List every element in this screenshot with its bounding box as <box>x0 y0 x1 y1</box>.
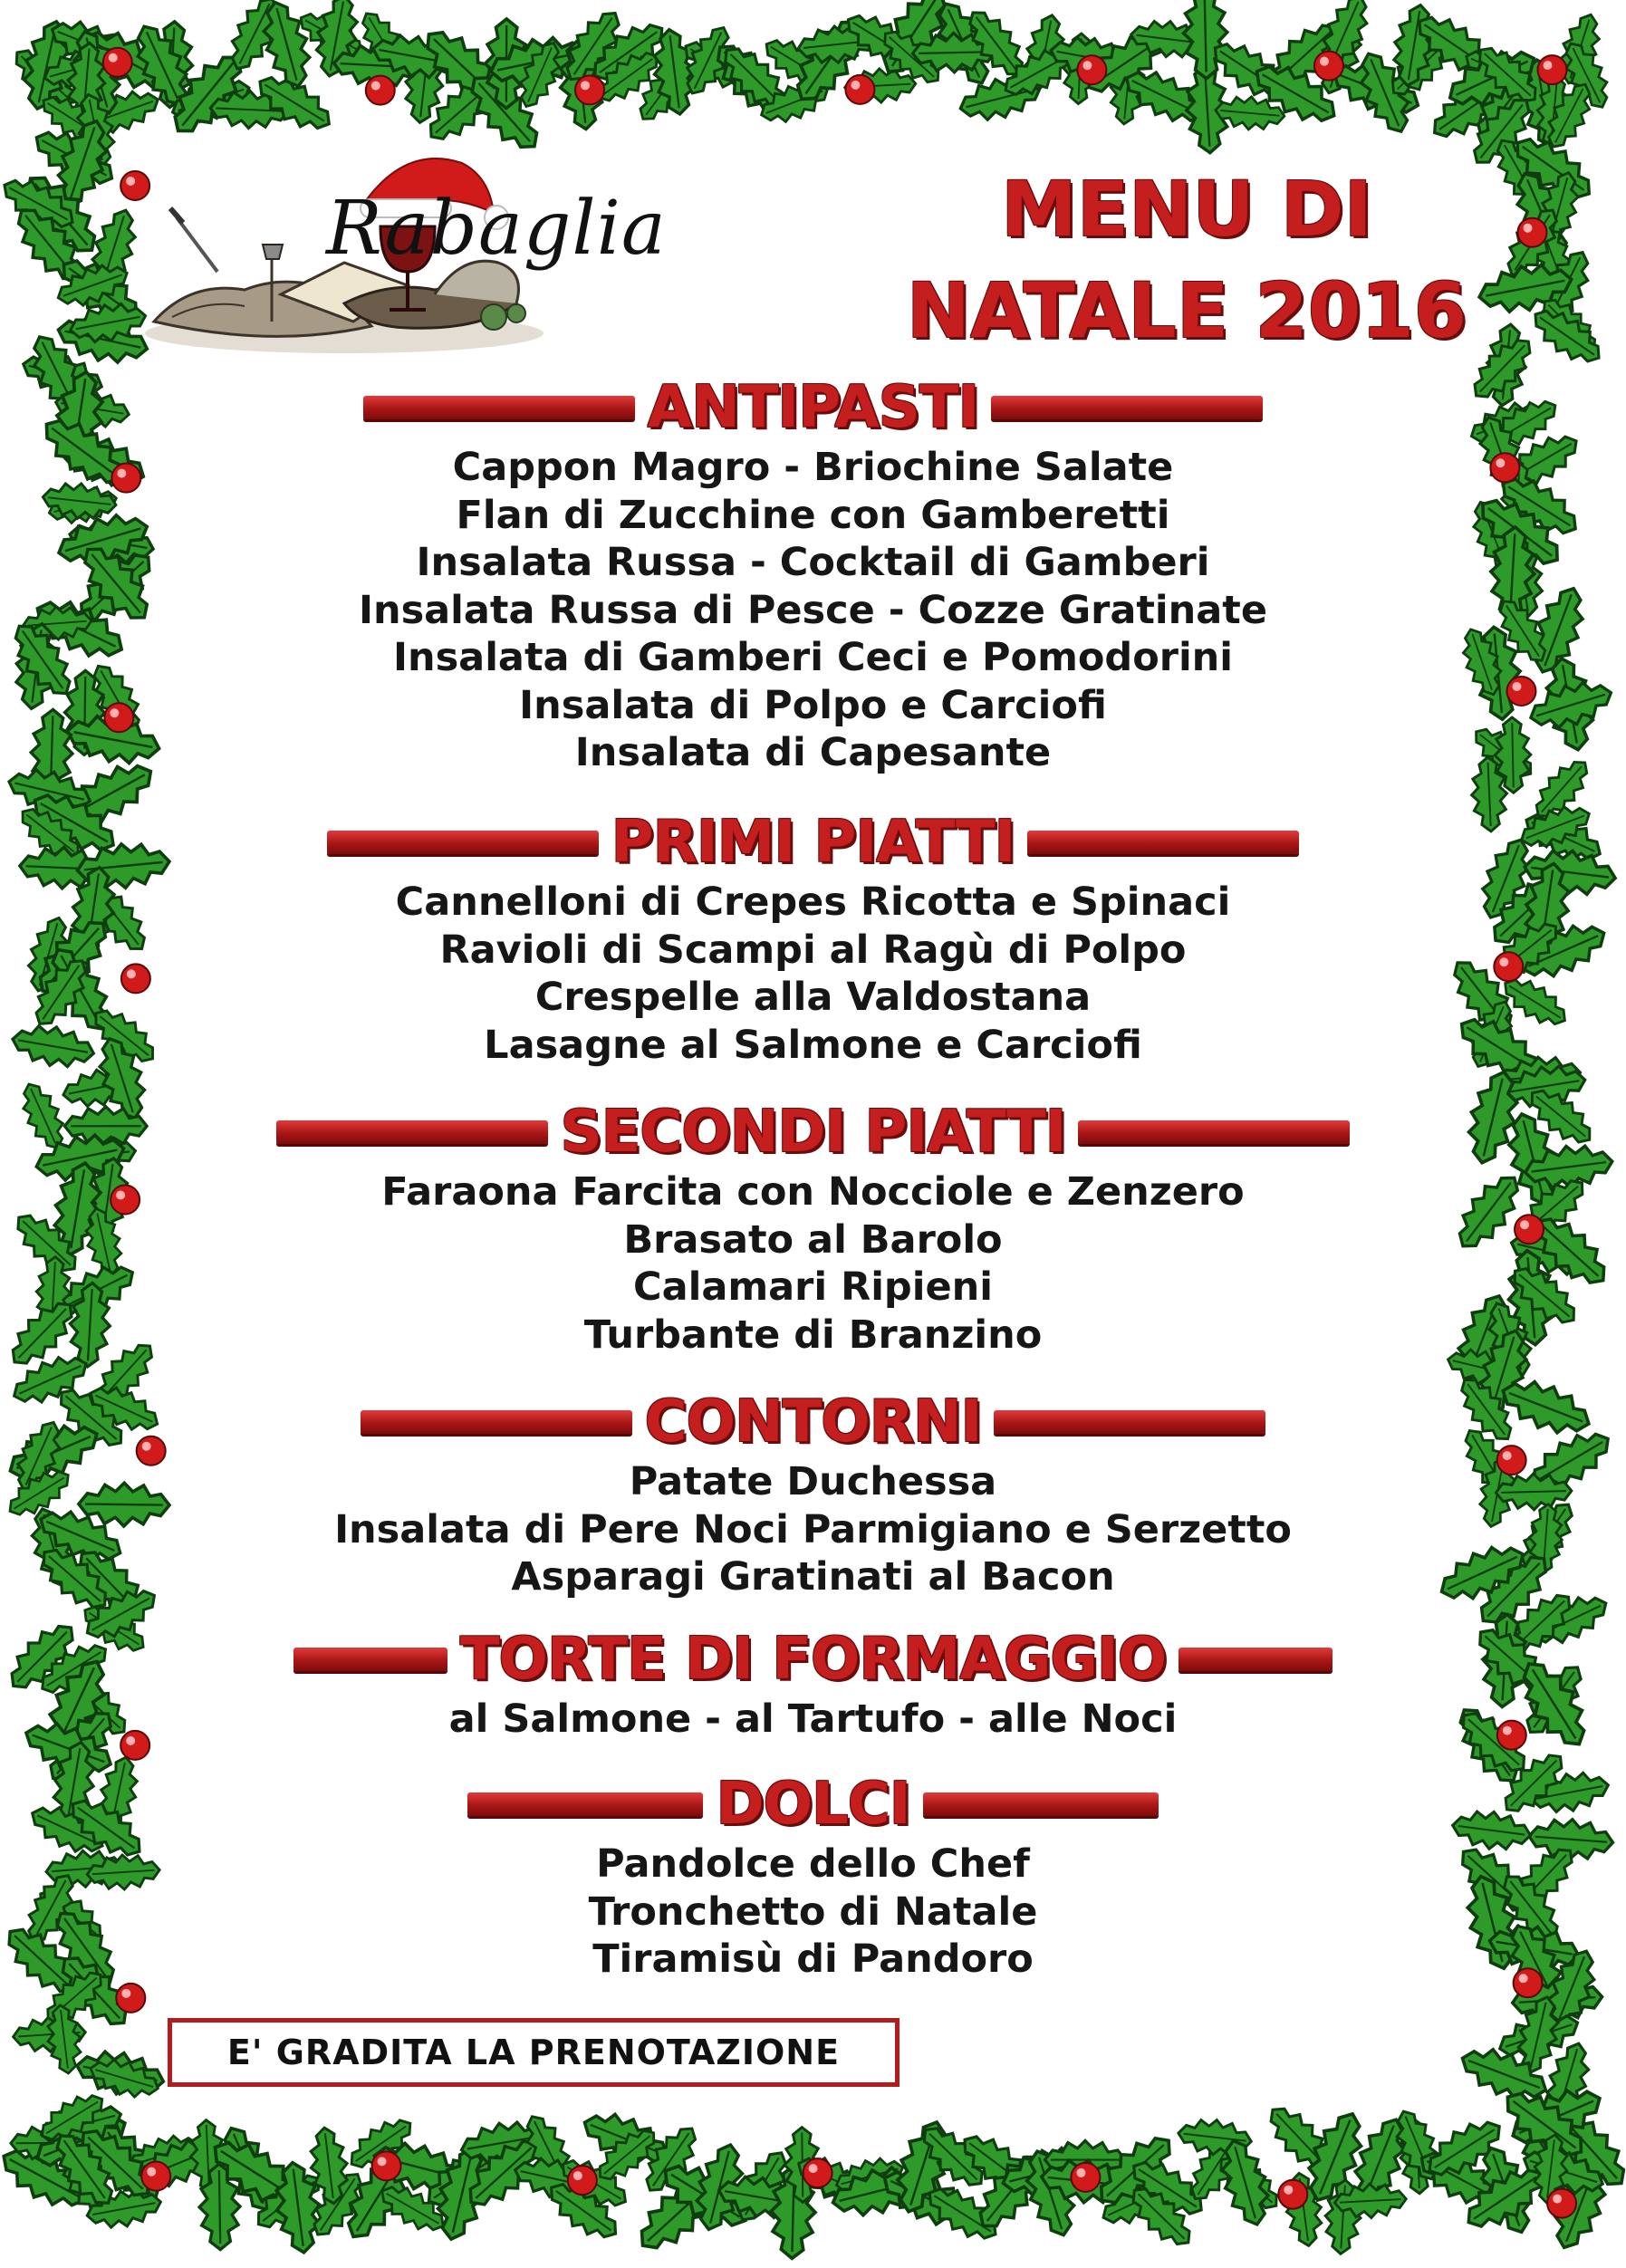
holly-berry-icon <box>1517 218 1546 247</box>
holly-berry-highlight <box>1503 1726 1512 1735</box>
title-line-2: NATALE 2016 <box>906 266 1467 355</box>
holly-berry-highlight <box>1553 2195 1562 2204</box>
holly-berry-icon <box>111 1186 140 1215</box>
holly-berry-icon <box>1077 55 1106 84</box>
holly-berry-highlight <box>1076 2168 1085 2177</box>
holly-berry-icon <box>1494 952 1523 981</box>
section-torte-di-formaggio <box>181 1623 1445 1744</box>
section-primi-piatti <box>181 806 1445 1069</box>
menu-item: Lasagne al Salmone e Carciofi <box>484 1022 1142 1068</box>
holly-berry-icon <box>803 2158 832 2187</box>
section-header <box>181 1386 1445 1458</box>
holly-berry-highlight <box>127 969 136 978</box>
menu-item: Ravioli di Scampi al Ragù di Polpo <box>439 927 1187 973</box>
holly-berry-icon <box>121 964 150 993</box>
section-title: PRIMI PIATTI <box>611 809 1015 876</box>
holly-berry-highlight <box>1082 61 1092 70</box>
menu-item: Cappon Magro - Briochine Salate <box>452 445 1174 490</box>
holly-berry-icon <box>575 75 604 104</box>
ribbon-left-decoration <box>327 831 599 854</box>
holly-berry-icon <box>1506 677 1535 706</box>
menu-item: Tronchetto di Natale <box>588 1888 1038 1935</box>
holly-berry-icon <box>1538 55 1567 84</box>
holly-berry-highlight <box>1284 2186 1293 2195</box>
ribbon-right-decoration <box>923 1792 1159 1816</box>
holly-berry-icon <box>1547 2189 1576 2218</box>
ribbon-right-decoration <box>1078 1120 1350 1144</box>
menu-item: Crespelle alla Valdostana <box>534 975 1092 1020</box>
holly-berry-icon <box>845 75 874 104</box>
menu-item: Cannelloni di Crepes Ricotta e Spinaci <box>395 879 1231 925</box>
holly-berry-highlight <box>116 1191 125 1200</box>
menu-item: Asparagi Gratinati al Bacon <box>511 1554 1115 1600</box>
holly-berry-highlight <box>1544 61 1553 70</box>
menu-item-list <box>181 1168 1445 1359</box>
holly-berry-highlight <box>121 1989 130 1998</box>
holly-leaf-vein <box>85 1504 163 1505</box>
holly-berry-highlight <box>1499 957 1508 966</box>
menu-item: Insalata Russa - Cocktail di Gamberi <box>416 540 1210 585</box>
restaurant-name: Rabaglia <box>326 186 667 272</box>
holly-berry-icon <box>1314 52 1343 81</box>
holly-berry-highlight <box>126 177 135 186</box>
ribbon-left-decoration <box>363 396 635 419</box>
menu-item: Insalata di Capesante <box>574 730 1052 775</box>
menu-item: Insalata di Gamberi Ceci e Pomodorini <box>392 635 1234 680</box>
holly-berry-icon <box>1515 1215 1544 1244</box>
menu-item-list <box>181 879 1445 1069</box>
holly-berry-icon <box>1497 1446 1526 1475</box>
section-header <box>181 1096 1445 1168</box>
menu-item: al Salmone - al Tartufo - alle Noci <box>448 1696 1178 1742</box>
section-header <box>181 371 1445 444</box>
section-dolci <box>181 1768 1445 1984</box>
holly-berry-highlight <box>147 2167 156 2177</box>
holly-berry-highlight <box>1520 1220 1529 1229</box>
holly-berry-icon <box>1278 2180 1307 2209</box>
section-secondi-piatti <box>181 1096 1445 1359</box>
page-title <box>870 159 1504 361</box>
ribbon-right-decoration <box>1179 1648 1333 1671</box>
holly-berry-icon <box>1071 2163 1100 2192</box>
holly-berry-icon <box>1497 1721 1526 1750</box>
ribbon-left-decoration <box>276 1120 548 1144</box>
ribbon-right-decoration <box>991 396 1263 419</box>
holly-berry-icon <box>141 2162 170 2191</box>
holly-berry-highlight <box>851 81 860 90</box>
menu-item: Brasato al Barolo <box>623 1216 1003 1263</box>
holly-berry-highlight <box>1496 458 1505 467</box>
menu-item: Insalata di Pere Noci Parmigiano e Serzetto <box>334 1506 1292 1552</box>
menu-item: Tiramisù di Pandoro <box>592 1936 1034 1982</box>
menu-item: Pandolce dello Chef <box>596 1841 1030 1887</box>
holly-berry-highlight <box>1523 224 1532 233</box>
section-header <box>181 806 1445 879</box>
menu-item-list <box>181 1458 1445 1601</box>
ribbon-right-decoration <box>1027 831 1299 854</box>
ribbon-left-decoration <box>361 1410 632 1434</box>
holly-berry-icon <box>366 76 395 105</box>
holly-berry-icon <box>111 464 140 493</box>
holly-berry-highlight <box>1320 57 1329 66</box>
ribbon-left-decoration <box>293 1648 447 1671</box>
holly-berry-icon <box>1514 1968 1543 1997</box>
menu-item-list <box>181 1840 1445 1984</box>
holly-berry-highlight <box>1503 1451 1512 1460</box>
menu-item: Calamari Ripieni <box>633 1264 993 1310</box>
menu-item: Flan di Zucchine con Gamberetti <box>456 492 1170 538</box>
holly-berry-highlight <box>142 1442 151 1451</box>
holly-leaf-vein <box>219 2170 220 2244</box>
menu-item-list <box>181 1696 1445 1744</box>
section-title: SECONDI PIATTI <box>560 1099 1066 1166</box>
section-header <box>181 1768 1445 1840</box>
holly-berry-highlight <box>110 708 119 717</box>
holly-berry-highlight <box>109 53 118 62</box>
holly-berry-icon <box>116 1984 145 2013</box>
section-contorni <box>181 1386 1445 1601</box>
menu-item: Patate Duchessa <box>629 1459 997 1504</box>
holly-berry-highlight <box>378 2157 387 2166</box>
ribbon-left-decoration <box>467 1792 703 1816</box>
holly-berry-icon <box>104 703 133 732</box>
holly-berry-icon <box>120 1731 149 1760</box>
holly-berry-highlight <box>573 2171 582 2180</box>
holly-berry-icon <box>1490 453 1519 482</box>
reservation-notice: E' GRADITA LA PRENOTAZIONE <box>168 2018 900 2087</box>
title-line-1: MENU DI <box>1001 165 1372 254</box>
menu-item-list <box>181 444 1445 777</box>
menu-item: Faraona Farcita con Nocciole e Zenzero <box>381 1169 1245 1215</box>
ribbon-right-decoration <box>994 1410 1265 1434</box>
section-title: TORTE DI FORMAGGIO <box>459 1626 1167 1693</box>
holly-berry-highlight <box>581 81 590 90</box>
holly-berry-icon <box>103 48 132 77</box>
section-antipasti <box>181 371 1445 777</box>
holly-berry-highlight <box>126 1736 135 1745</box>
holly-berry-icon <box>372 2151 401 2180</box>
section-title: ANTIPASTI <box>647 374 979 441</box>
menu-item: Insalata Russa di Pesce - Cozze Gratinate <box>358 587 1268 633</box>
section-title: DOLCI <box>716 1771 910 1838</box>
menu-item: Insalata di Polpo e Carciofi <box>519 682 1107 728</box>
holly-berry-highlight <box>809 2164 818 2173</box>
holly-berry-highlight <box>117 469 126 478</box>
holly-berry-icon <box>137 1437 166 1466</box>
section-header <box>181 1623 1445 1696</box>
holly-berry-highlight <box>371 82 380 91</box>
holly-berry-highlight <box>1519 1974 1528 1983</box>
holly-berry-highlight <box>1512 682 1521 691</box>
holly-berry-icon <box>568 2166 597 2195</box>
restaurant-logo <box>136 136 679 362</box>
section-title: CONTORNI <box>644 1389 982 1456</box>
menu-item: Turbante di Branzino <box>583 1312 1043 1358</box>
